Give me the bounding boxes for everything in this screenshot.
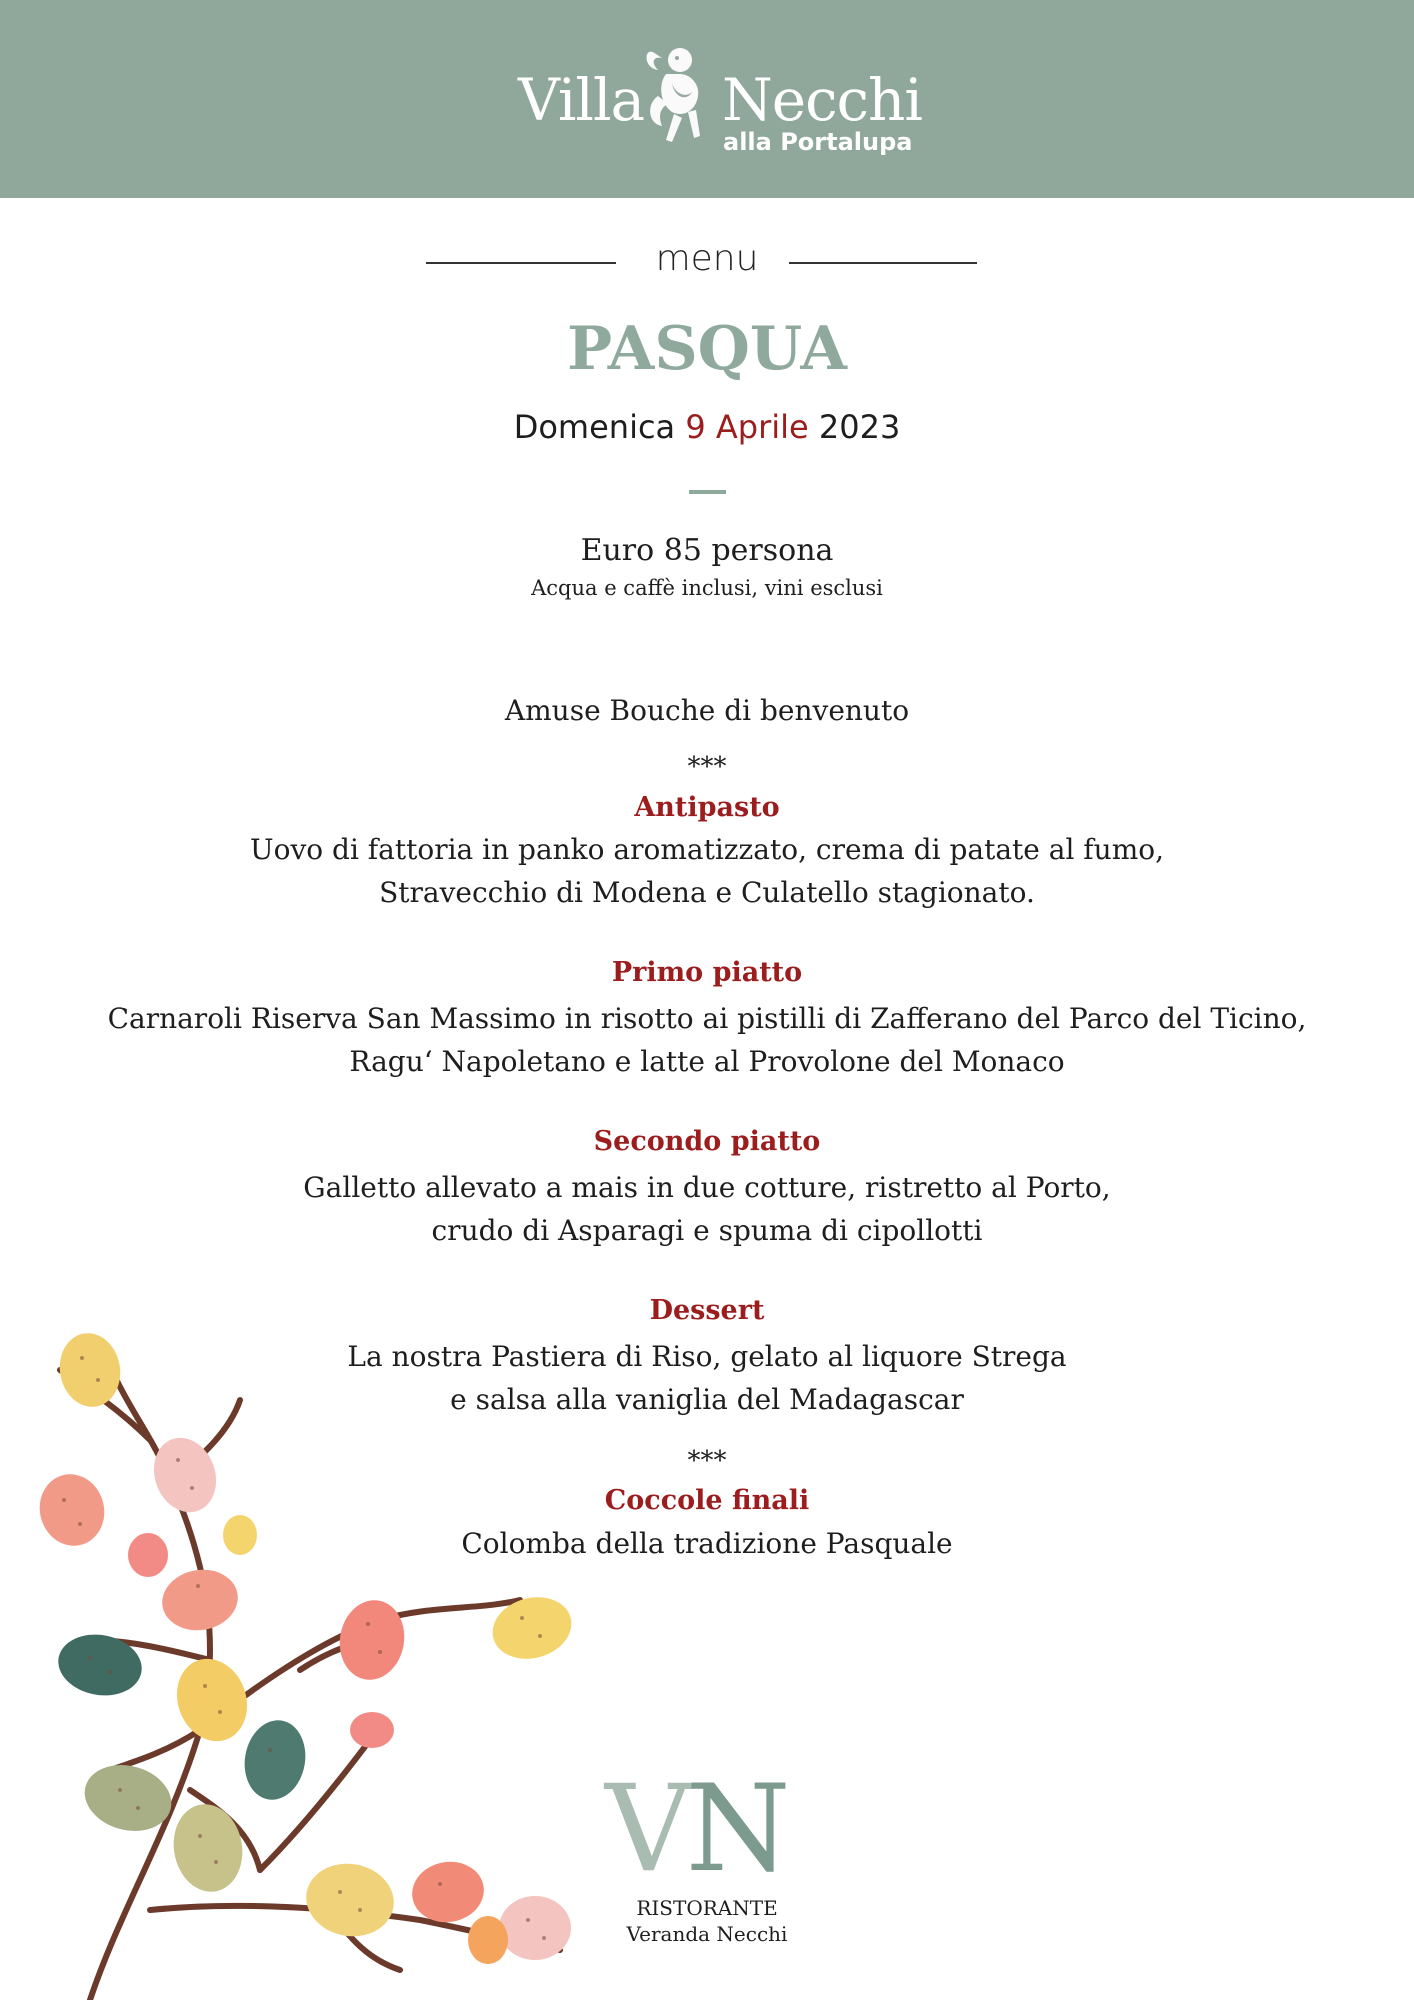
menu-rule-right [789,262,977,264]
event-date [0,408,1414,446]
menu-label: menu [655,238,759,279]
villa-necchi-logo [0,0,1414,198]
divider-dash [689,490,726,494]
date-weekday: Domenica [513,408,676,446]
course-line: Carnaroli Riserva San Massimo in risotto ai pistilli di Zafferano del Parco del Ticino, [107,1002,1307,1035]
vn-logo [605,1760,785,1899]
course-line: Galletto allevato a mais in due cotture, ristretto al Porto, [303,1171,1111,1204]
course-heading-dessert: Dessert [649,1295,765,1326]
course-heading-secondo: Secondo piatto [593,1126,821,1157]
vn-letter-v: V [605,1760,686,1899]
welcome-course: Amuse Bouche di benvenuto [504,694,910,727]
logo-subtitle: alla Portalupa [723,128,913,156]
page-title: PASQUA [567,314,847,384]
course-line: Stravecchio di Modena e Culatello stagionato. [379,876,1035,909]
course-line: Uovo di fattoria in panko aromatizzato, crema di patate al fumo, [249,833,1165,866]
cherub-icon [636,34,716,154]
vn-letter-n: N [685,1760,785,1899]
menu-rule-left [426,262,616,264]
date-day-month: 9 Aprile [685,408,809,446]
separator-stars: *** [687,1446,727,1476]
course-heading-antipasto: Antipasto [634,792,780,823]
price-note: Acqua e caffè inclusi, vini esclusi [531,576,883,600]
date-year: 2023 [818,408,901,446]
footer-logo-line1: RISTORANTE [636,1896,778,1920]
course-heading-finale: Coccole finali [604,1485,810,1516]
course-line: La nostra Pastiera di Riso, gelato al liquore Strega [347,1340,1067,1373]
header-band [0,0,1414,198]
course-line: Ragu‘ Napoletano e latte al Provolone del Monaco [349,1045,1065,1078]
course-heading-primo: Primo piatto [611,957,803,988]
footer-logo-line2: Veranda Necchi [626,1922,788,1946]
course-line: e salsa alla vaniglia del Madagascar [450,1383,964,1416]
course-line: crudo di Asparagi e spuma di cipollotti [431,1214,983,1247]
logo-word-villa: Villa [518,66,645,134]
course-line: Colomba della tradizione Pasquale [461,1527,953,1560]
logo-word-necchi: Necchi [722,66,922,134]
separator-stars: *** [687,752,727,782]
price: Euro 85 persona [580,533,834,568]
